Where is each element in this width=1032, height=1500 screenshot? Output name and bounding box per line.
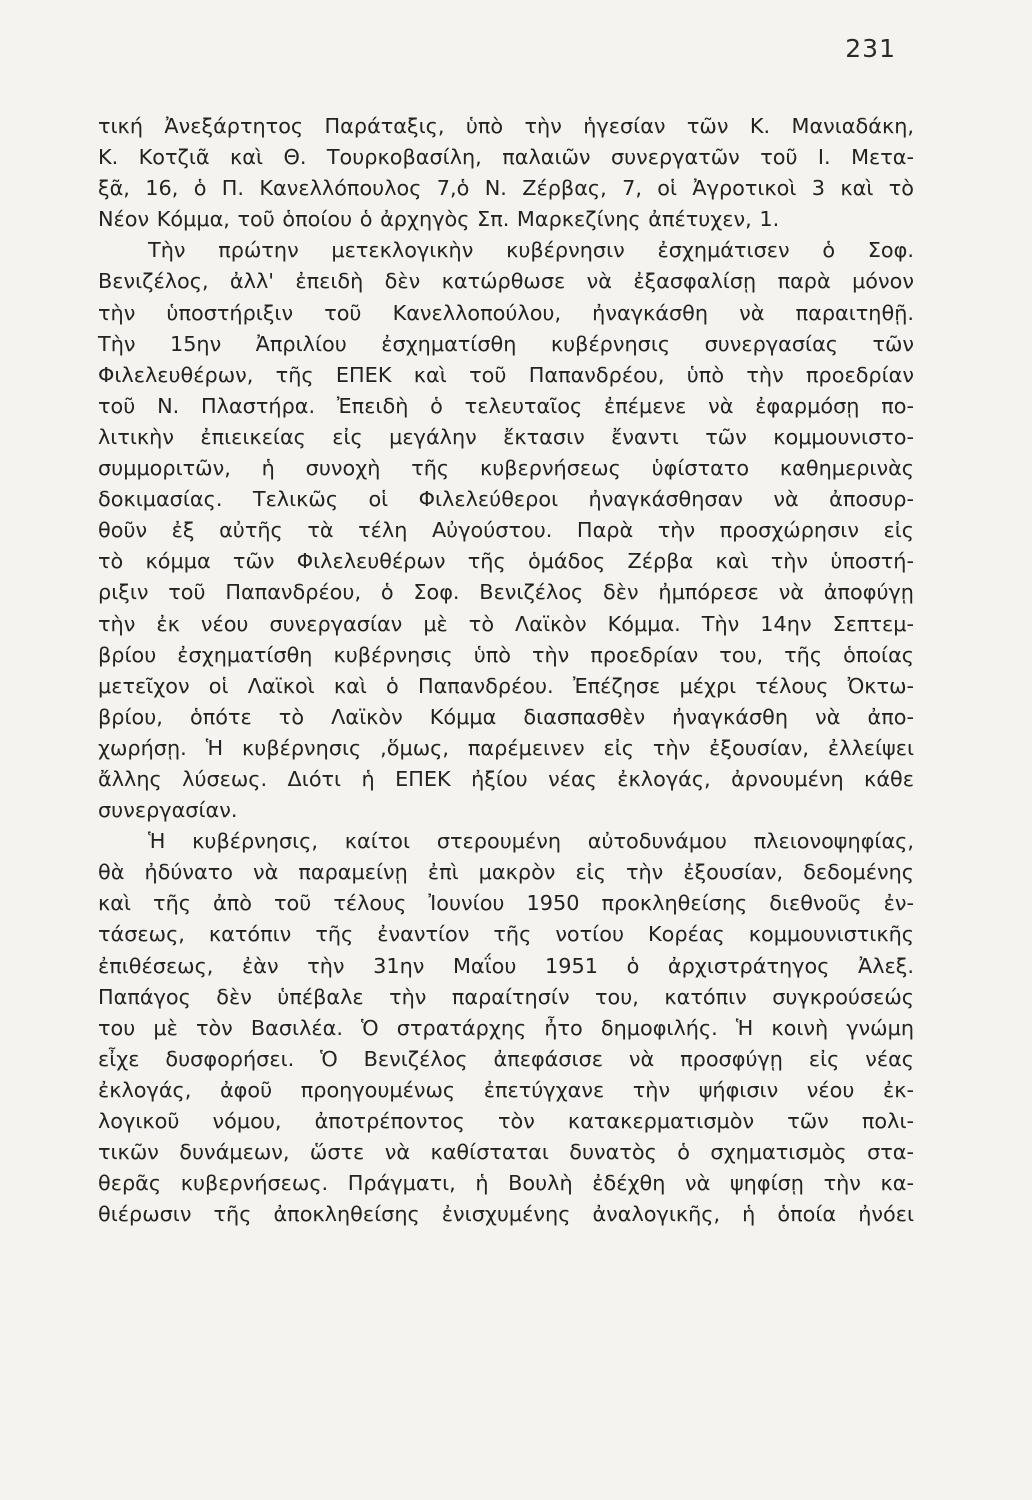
text-line: Παπάγος δὲν ὑπέβαλε τὴν παραίτησίν του, κατόπιν συγκρούσεώς (98, 984, 914, 1009)
text-line: ἐκλογάς, ἀφοῦ προηγουμένως ἐπετύγχανε τὴν ψήφισιν νέου ἐκ- (98, 1077, 914, 1102)
text-line: εἶχε δυσφορήσει. Ὁ Βενιζέλος ἀπεφάσισε νὰ προσφύγῃ εἰς νέας (98, 1046, 914, 1071)
text-line: τάσεως, κατόπιν τῆς ἐναντίον τῆς νοτίου Κορέας κομμουνιστικῆς (98, 922, 914, 947)
text-line: ξᾶ, 16, ὁ Π. Κανελλόπουλος 7,ὁ Ν. Ζέρβας, 7, οἱ Ἀγροτικοὶ 3 καὶ τὸ (98, 176, 914, 201)
text-line: ἄλλης λύσεως. Διότι ἡ ΕΠΕΚ ἠξίου νέας ἐκλογάς, ἀρνουμένη κάθε (98, 766, 914, 791)
text-line: συμμοριτῶν, ἡ συνοχὴ τῆς κυβερνήσεως ὑφίστατο καθημερινὰς (98, 456, 914, 481)
text-line: Νέον Κόμμα, τοῦ ὁποίου ὁ ἀρχηγὸς Σπ. Μαρκεζίνης ἀπέτυχεν, 1. (98, 207, 780, 232)
page-number: 231 (845, 34, 896, 63)
text-line: χωρήσῃ. Ἡ κυβέρνησις ,ὅμως, παρέμεινεν εἰς τὴν ἐξουσίαν, ἐλλείψει (98, 735, 914, 760)
text-line: του μὲ τὸν Βασιλέα. Ὁ στρατάρχης ἦτο δημοφιλής. Ἡ κοινὴ γνώμη (98, 1015, 914, 1040)
text-line: τική Ἀνεξάρτητος Παράταξις, ὑπὸ τὴν ἡγεσίαν τῶν Κ. Μανιαδάκη, (98, 114, 914, 138)
text-line: θιέρωσιν τῆς ἀποκληθείσης ἐνισχυμένης ἀναλογικῆς, ἡ ὁποία ἠνόει (98, 1202, 914, 1227)
text-line: καὶ τῆς ἀπὸ τοῦ τέλους Ἰουνίου 1950 προκληθείσης διεθνοῦς ἐν- (98, 891, 914, 916)
text-line: Κ. Κοτζιᾶ καὶ Θ. Τουρκοβασίλη, παλαιῶν συνεργατῶν τοῦ Ι. Μετα- (98, 145, 914, 170)
text-line: δοκιμασίας. Τελικῶς οἱ Φιλελεύθεροι ἠναγκάσθησαν νὰ ἀποσυρ- (98, 487, 914, 512)
text-line: θερᾶς κυβερνήσεως. Πράγματι, ἡ Βουλὴ ἐδέχθη νὰ ψηφίσῃ τὴν κα- (98, 1171, 914, 1196)
text-line: Φιλελευθέρων, τῆς ΕΠΕΚ καὶ τοῦ Παπανδρέου, ὑπὸ τὴν προεδρίαν (98, 362, 914, 387)
text-line: βρίου, ὁπότε τὸ Λαϊκὸν Κόμμα διασπασθὲν ἠναγκάσθη νὰ ἀπο- (98, 704, 914, 729)
text-line: τὴν ἐκ νέου συνεργασίαν μὲ τὸ Λαϊκὸν Κόμμα. Τὴν 14ην Σεπτεμ- (98, 611, 914, 636)
text-line: τικῶν δυνάμεων, ὥστε νὰ καθίσταται δυνατὸς ὁ σχηματισμὸς στα- (98, 1140, 914, 1165)
text-line: Τὴν πρώτην μετεκλογικὴν κυβέρνησιν ἐσχημάτισεν ὁ Σοφ. (148, 238, 914, 263)
text-line: θοῦν ἐξ αὐτῆς τὰ τέλη Αὐγούστου. Παρὰ τὴν προσχώρησιν εἰς (98, 518, 914, 543)
text-line: συνεργασίαν. (98, 798, 238, 823)
text-line: μετεῖχον οἱ Λαϊκοὶ καὶ ὁ Παπανδρέου. Ἐπέζησε μέχρι τέλους Ὀκτω- (98, 673, 914, 698)
text-line: τὸ κόμμα τῶν Φιλελευθέρων τῆς ὁμάδος Ζέρβα καὶ τὴν ὑποστή- (98, 549, 914, 574)
text-line: λογικοῦ νόμου, ἀποτρέποντος τὸν κατακερματισμὸν τῶν πολι- (98, 1109, 914, 1133)
body-text (98, 111, 914, 1230)
text-line: βρίου ἐσχηματίσθη κυβέρνησις ὑπὸ τὴν προεδρίαν του, τῆς ὁποίας (98, 642, 914, 667)
text-line: τοῦ Ν. Πλαστήρα. Ἐπειδὴ ὁ τελευταῖος ἐπέμενε νὰ ἐφαρμόσῃ πο- (98, 393, 914, 418)
text-line: ἐπιθέσεως, ἐὰν τὴν 31ην Μαΐου 1951 ὁ ἀρχιστράτηγος Ἀλεξ. (98, 953, 914, 978)
text-line: Βενιζέλος, ἀλλ' ἐπειδὴ δὲν κατώρθωσε νὰ ἐξασφαλίσῃ παρὰ μόνον (98, 269, 914, 294)
text-line: Τὴν 15ην Ἀπριλίου ἐσχηματίσθη κυβέρνησις συνεργασίας τῶν (98, 331, 914, 356)
text-line: Ἡ κυβέρνησις, καίτοι στερουμένη αὐτοδυνάμου πλειονοψηφίας, (148, 829, 914, 854)
text-line: τὴν ὑποστήριξιν τοῦ Κανελλοπούλου, ἠναγκάσθη νὰ παραιτηθῇ. (98, 300, 914, 325)
text-line: λιτικὴν ἐπιεικείας εἰς μεγάλην ἔκτασιν ἔναντι τῶν κομμουνιστο- (98, 424, 914, 449)
text-line: ριξιν τοῦ Παπανδρέου, ὁ Σοφ. Βενιζέλος δὲν ἠμπόρεσε νὰ ἀποφύγῃ (98, 580, 914, 605)
text-line: θὰ ἠδύνατο νὰ παραμείνῃ ἐπὶ μακρὸν εἰς τὴν ἐξουσίαν, δεδομένης (98, 860, 914, 885)
